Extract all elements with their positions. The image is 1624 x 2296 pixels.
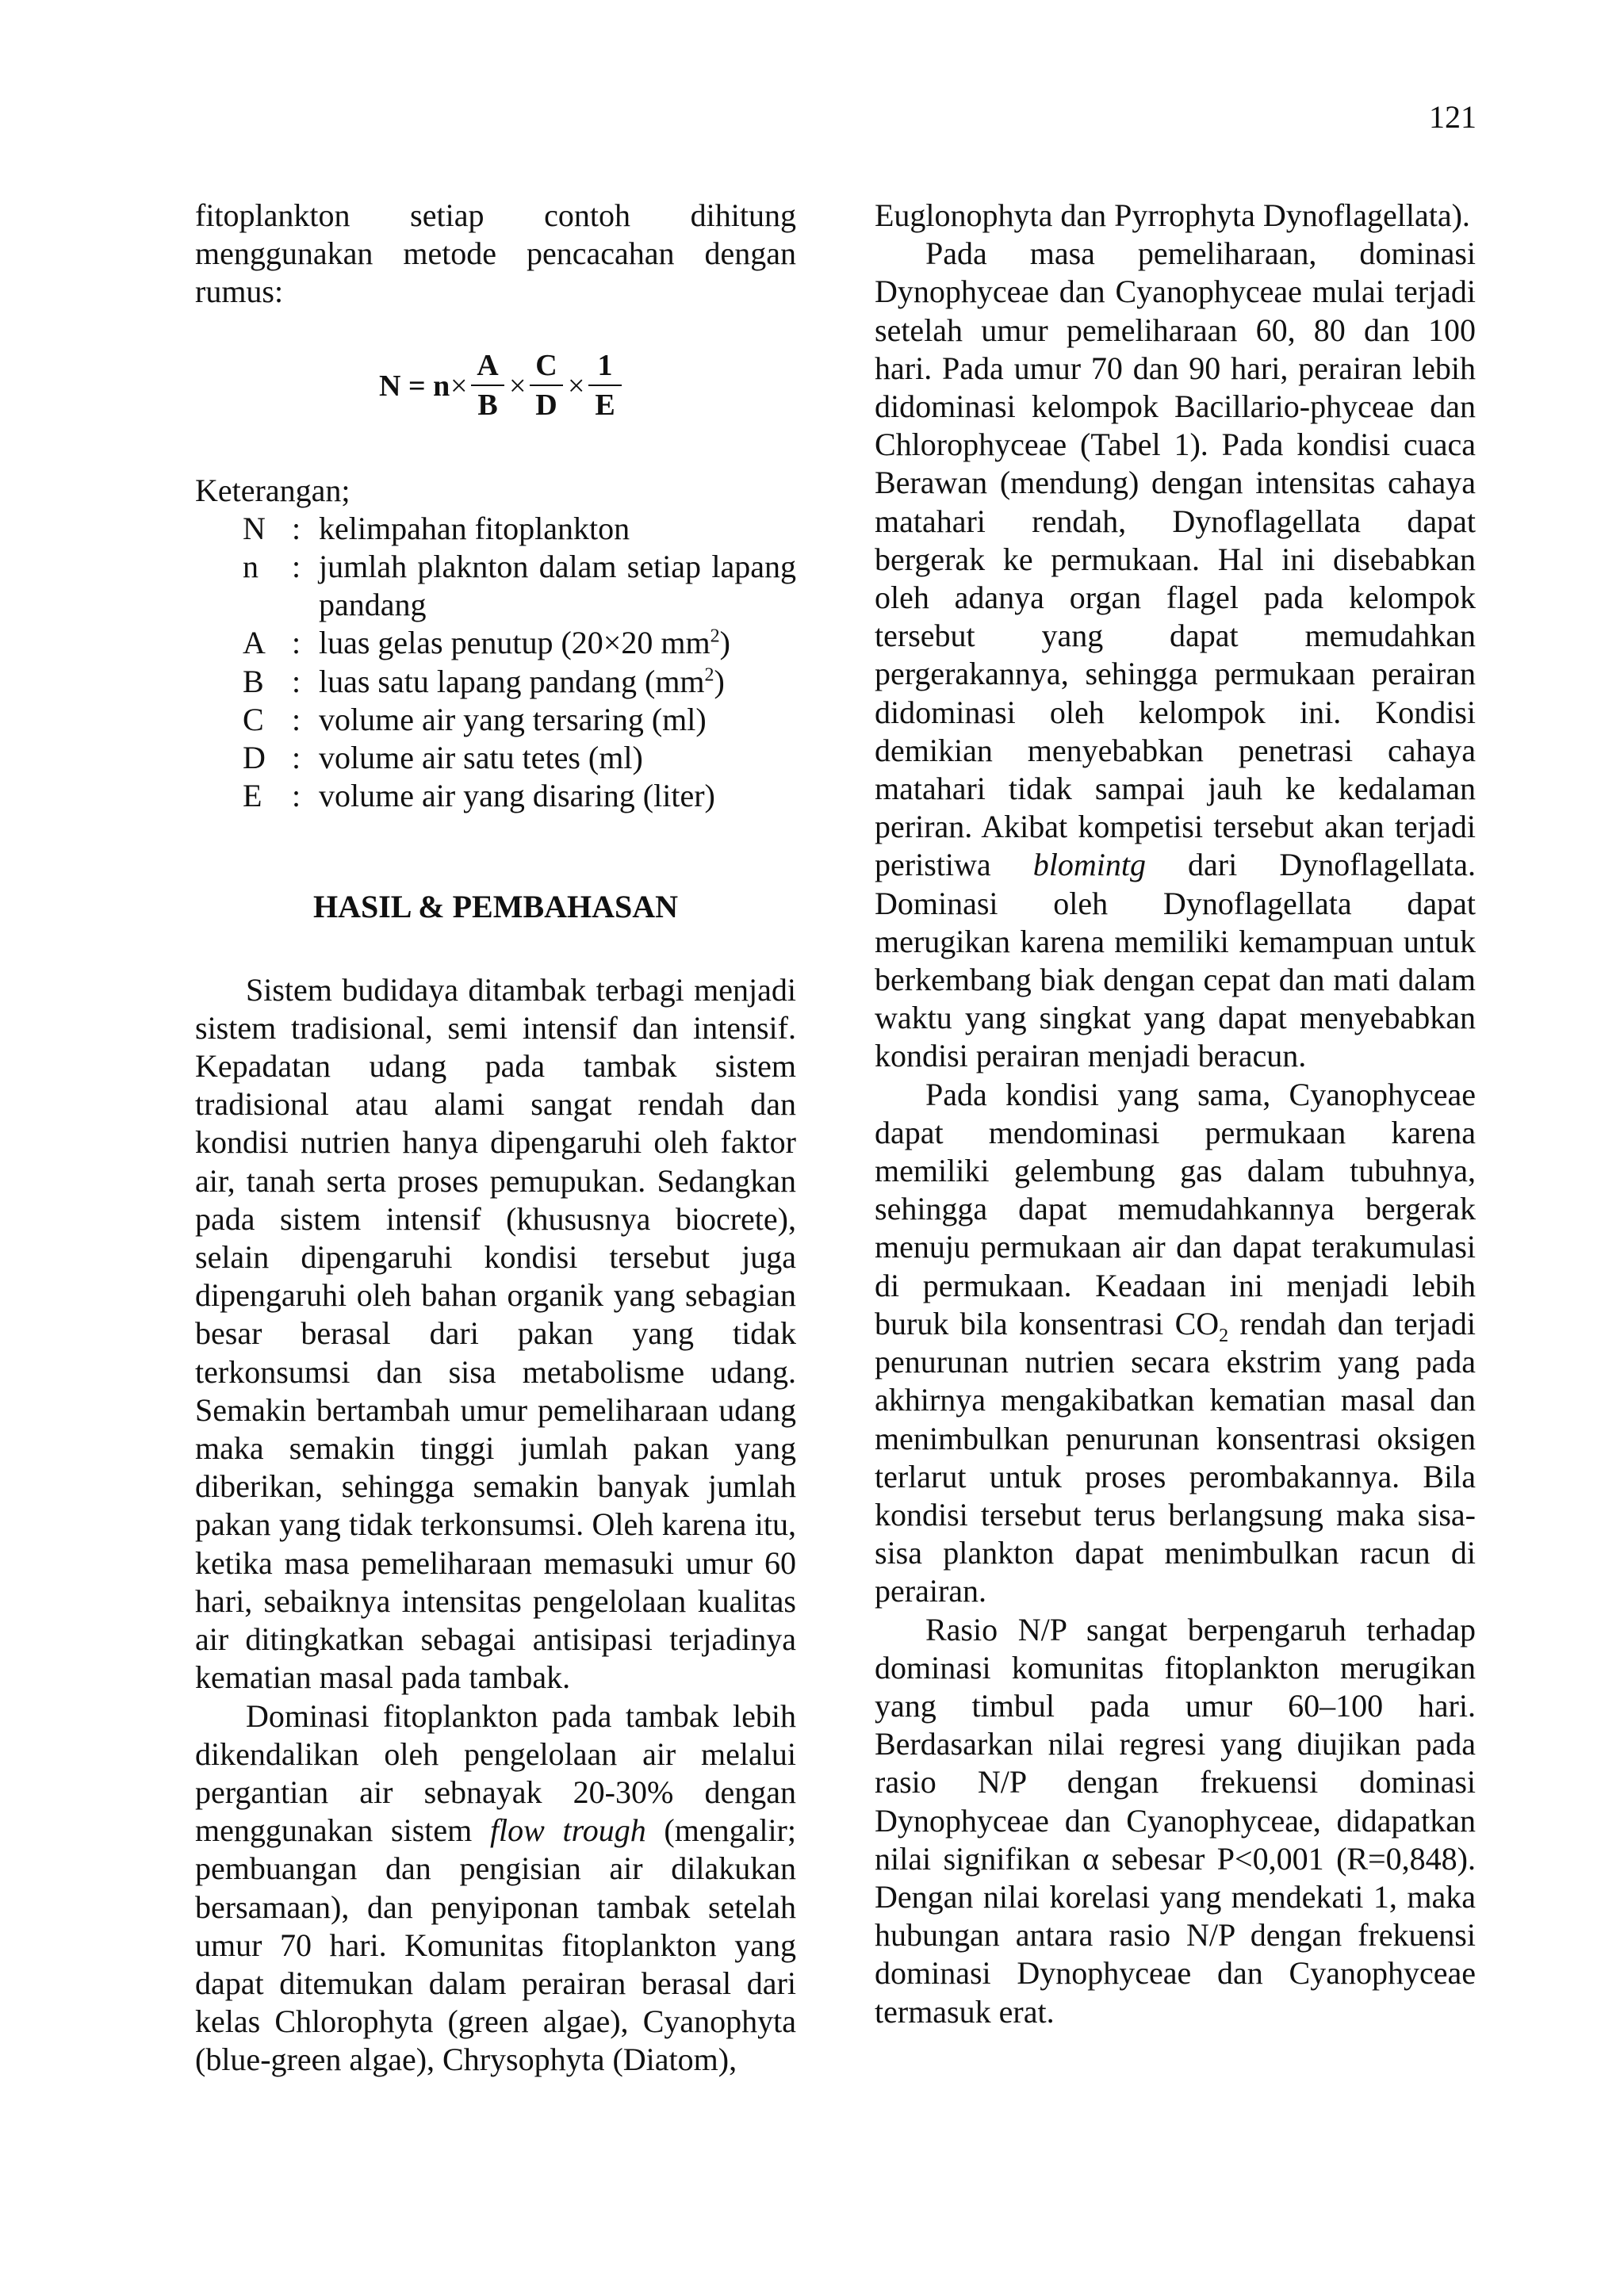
body-paragraph: Pada kondisi yang sama, Cyanophyceae dapat mendominasi permukaan karena memiliki gelembung gas dalam tubuhnya, sehingga dapat memudahkannya bergerak menuju permukaan air dan dapat terakumulasi di permukaan. Keadaan ini menjadi lebih buruk bila konsentrasi $CO_2$ rendah dan terjadi penurunan nutrien secara ekstrim yang pada akhirnya mengakibatkan kematian masal dan menimbulkan penurunan konsentrasi oksigen terlarut untuk proses perombakannya. Bila kondisi tersebut terus berlangsung maka sisa-sisa plankton dapat menimbulkan racun di perairan. (875, 1076, 1476, 1609)
page-number: 121 (1429, 99, 1477, 135)
keterangan-label: Keterangan; (195, 472, 350, 508)
body-paragraph: Dominasi fitoplankton pada tambak lebih dikendalikan oleh pengelolaan air melalui pergantian air sebnayak 20-30% dengan menggunakan sistem flow trough (mengalir; pembuangan dan pengisian air dilakukan bersamaan), dan penyiponan tambak setelah umur 70 hari. Komunitas fitoplankton yang dapat ditemukan dalam perairan berasal dari kelas Chlorophyta (green algae), Cyanophyta (blue-green algae), Chrysophyta (Diatom), (195, 1697, 796, 2078)
definition-row: B : luas satu lapang pandang $(mm^2)$ (243, 663, 725, 699)
section-heading: HASIL & PEMBAHASAN (312, 889, 679, 925)
left-column (195, 197, 796, 2080)
definition-row: N : kelimpahan fitoplankton (243, 510, 630, 546)
definition-row: D : volume air satu tetes (ml) (243, 740, 643, 776)
body-paragraph: Euglonophyta dan Pyrrophyta Dynoflagellata). (875, 197, 1470, 233)
body-paragraph: Sistem budidaya ditambak terbagi menjadi sistem tradisional, semi intensif dan intensif. Kepadatan udang pada tambak sistem tradisional atau alami sangat rendah dan kondisi nutrien hanya dipengaruhi oleh faktor air, tanah serta proses pemupukan. Sedangkan pada sistem intensif (khususnya biocrete), selain dipengaruhi kondisi tersebut juga dipengaruhi oleh bahan organik yang sebagian besar berasal dari pakan yang tidak terkonsumsi dan sisa metabolisme udang. Semakin bertambah umur pemeliharaan udang maka semakin tinggi jumlah pakan yang diberikan, sehingga semakin banyak jumlah pakan yang tidak terkonsumsi. Oleh karena itu, ketika masa pemeliharaan memasuki umur 60 hari, sebaiknya intensitas pengelolaan kualitas air ditingkatkan sebagai antisipasi terjadinya kematian masal pada tambak. (195, 971, 796, 1696)
body-paragraph: Rasio N/P sangat berpengaruh terhadap dominasi komunitas fitoplankton merugikan yang timbul pada umur 60–100 hari. Berdasarkan nilai regresi yang diujikan pada rasio N/P dengan frekuensi dominasi Dynophyceae dan Cyanophyceae, didapatkan nilai signifikan α sebesar P<0,001 (R=0,848). Dengan nilai korelasi yang mendekati 1, maka hubungan antara rasio N/P dengan frekuensi dominasi Dynophyceae dan Cyanophyceae termasuk erat. (875, 1611, 1476, 2030)
formula-times-1: × (450, 369, 468, 403)
intro-paragraph: fitoplankton setiap contoh dihitung menggunakan metode pencacahan dengan rumus: (195, 197, 796, 310)
formula-lhs: N = n (379, 369, 450, 403)
formula-fraction-a-b: A B (471, 348, 504, 423)
body-paragraph: Pada masa pemeliharaan, dominasi Dynophyceae dan Cyanophyceae mulai terjadi setelah umur pemeliharaan 60, 80 dan 100 hari. Pada umur 70 dan 90 hari, perairan lebih didominasi kelompok Bacillario-phyceae dan Chlorophyceae (Tabel 1). Pada kondisi cuaca Berawan (mendung) dengan intensitas cahaya matahari rendah, Dynoflagellata dapat bergerak ke permukaan. Hal ini disebabkan oleh adanya organ flagel pada kelompok tersebut yang dapat memudahkan pergerakannya, sehingga permukaan perairan didominasi oleh kelompok ini. Kondisi demikian menyebabkan penetrasi cahaya matahari tidak sampai jauh ke kedalaman periran. Akibat kompetisi tersebut akan terjadi peristiwa blomintg dari Dynoflagellata. Dominasi oleh Dynoflagellata dapat merugikan karena memiliki kemampuan untuk berkembang biak dengan cepat dan mati dalam waktu yang singkat yang dapat menyebabkan kondisi perairan menjadi beracun. (875, 235, 1476, 1074)
definition-row: C : volume air yang tersaring (ml) (243, 701, 707, 737)
formula-fraction-c-d: C D (530, 348, 563, 423)
formula-times-3: × (568, 369, 585, 403)
formula-times-2: × (509, 369, 527, 403)
abundance-formula (379, 348, 796, 424)
right-column (875, 197, 1476, 2031)
definition-row: E : volume air yang disaring (liter) (243, 778, 715, 814)
definition-row: A : luas gelas penutup (20×20 $mm^2$) (243, 625, 730, 661)
definition-row: n : jumlah plaknton dalam setiap lapang pandang (243, 549, 796, 623)
formula-fraction-1-e: 1 E (588, 348, 622, 423)
